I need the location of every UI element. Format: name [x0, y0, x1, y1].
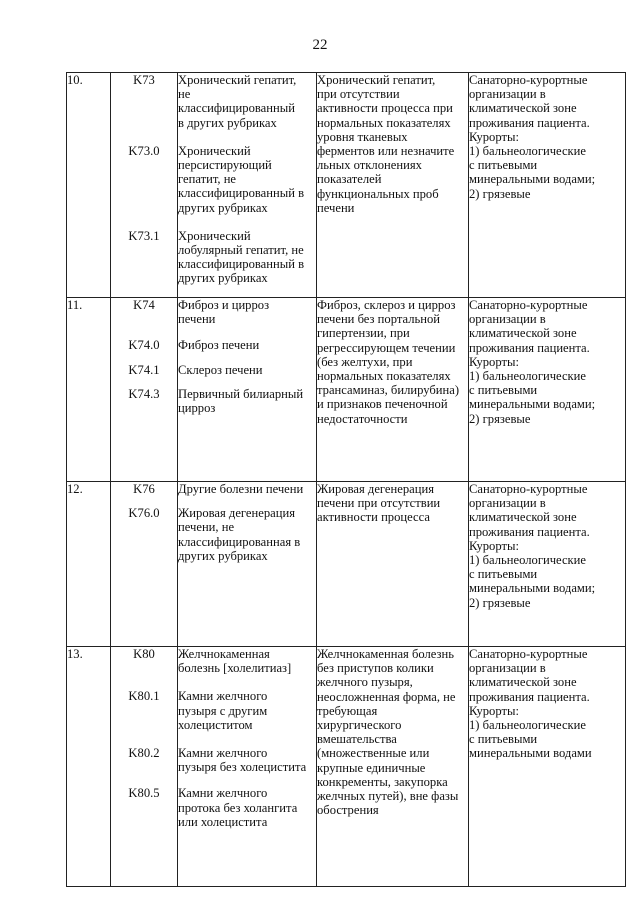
treatment-line: Санаторно-курортные [469, 298, 588, 312]
diagnosis-name-line: Фиброз печени [178, 338, 260, 353]
diagnosis-name [178, 363, 316, 377]
treatment-cell [469, 73, 626, 298]
diagnosis-name-line: цирроз [178, 401, 216, 416]
icd-code [111, 506, 177, 563]
diagnosis-name-line: Фиброз и цирроз [178, 298, 270, 312]
icd-code [111, 689, 177, 732]
treatment-line: климатической зоне [469, 326, 577, 341]
patient-state-cell [317, 647, 469, 887]
diagnosis-name-line: или холецистита [178, 814, 268, 829]
patient-state-line: уровня тканевых [317, 129, 408, 144]
treatment-line: 1) бальнеологические [469, 369, 586, 384]
diagnosis-name-line: печени [178, 312, 216, 327]
diagnosis-name [178, 689, 316, 732]
patient-state-line: желчных путей), вне фазы [317, 789, 459, 804]
diagnosis-name-line: персистирующий [178, 158, 272, 173]
icd-code-cell [111, 482, 178, 647]
treatment-line: минеральными водами [469, 746, 592, 761]
treatment-line: с питьевыми [469, 567, 538, 582]
patient-state-line: недостаточности [317, 411, 408, 426]
treatment-line: Санаторно-курортные [469, 647, 588, 661]
patient-state-line: печени при отсутствии [317, 496, 441, 511]
patient-state-line: Фиброз, склероз и цирроз [317, 298, 456, 312]
treatment-line: с питьевыми [469, 158, 538, 173]
icd-code [111, 338, 177, 352]
treatment-line: 2) грязевые [469, 595, 531, 610]
icd-code-cell [111, 298, 178, 482]
icd-code-text: K74.0 [128, 338, 160, 353]
patient-state-line: хирургического [317, 718, 402, 733]
icd-code [111, 73, 177, 130]
icd-code [111, 746, 177, 774]
patient-state-line: неосложненная форма, не [317, 689, 456, 704]
icd-code-text: K73.1 [128, 228, 160, 243]
treatment-line: 1) бальнеологические [469, 718, 586, 733]
icd-code [111, 647, 177, 675]
icd-code-text: K74 [133, 298, 155, 312]
diagnosis-name-line: пузыря с другим [178, 703, 268, 718]
patient-state-line: трансаминаз, билирубина) [317, 383, 460, 398]
patient-state-line: печени без портальной [317, 312, 441, 327]
treatment-line: Курорты: [469, 703, 519, 718]
icd-code-text: K76.0 [128, 506, 160, 521]
treatment-line: климатической зоне [469, 510, 577, 525]
diagnosis-name-line: других рубриках [178, 271, 268, 286]
treatment-line: 2) грязевые [469, 411, 531, 426]
diagnosis-name-line: болезнь [холелитиаз] [178, 661, 292, 676]
treatment-line: минеральными водами; [469, 172, 596, 187]
patient-state-line: требующая [317, 703, 378, 718]
diagnosis-name [178, 387, 316, 415]
diagnosis-name-line: Желчнокаменная [178, 647, 270, 661]
icd-code-text: K80.1 [128, 689, 160, 704]
treatment-cell [469, 298, 626, 482]
treatment-line: климатической зоне [469, 101, 577, 116]
diagnosis-name-line: гепатит, не [178, 172, 237, 187]
diagnosis-name-line: лобулярный гепатит, не [178, 243, 304, 258]
icd-code-text: K80.2 [128, 745, 160, 760]
patient-state-line: льных отклонениях [317, 158, 422, 173]
row-number: 13. [67, 647, 111, 887]
table-row [67, 647, 626, 887]
patient-state-line: (множественные или [317, 746, 430, 761]
patient-state-line: ферментов или незначите [317, 144, 455, 159]
patient-state-line: регрессирующем течении [317, 340, 456, 355]
patient-state-line: гипертензии, при [317, 326, 410, 341]
patient-state-line: функциональных проб [317, 186, 439, 201]
treatment-line: климатической зоне [469, 675, 577, 690]
patient-state-line: и признаков печеночной [317, 397, 448, 412]
treatment-line: 1) бальнеологические [469, 553, 586, 568]
treatment-line: с питьевыми [469, 383, 538, 398]
diagnosis-name-line: других рубриках [178, 200, 268, 215]
diagnosis-name-line: классифицированный в [178, 186, 305, 201]
diagnosis-name-line: Хронический гепатит, [178, 73, 297, 87]
patient-state-line: Желчнокаменная болезнь [317, 647, 454, 661]
diagnosis-name-line: Хронический [178, 228, 251, 243]
patient-state-line: крупные единичные [317, 760, 426, 775]
patient-state-line: активности процесса при [317, 101, 453, 116]
icd-code [111, 387, 177, 415]
diagnosis-name-line: классифицированный [178, 101, 295, 116]
patient-state-line: обострения [317, 803, 379, 818]
patient-state-line: показателей [317, 172, 382, 187]
icd-code-text: K80 [133, 647, 155, 661]
treatment-line: 2) грязевые [469, 186, 531, 201]
diagnosis-name-line: Первичный билиарный [178, 386, 304, 401]
diagnosis-name-line: Жировая дегенерация [178, 506, 296, 521]
icd-code [111, 298, 177, 326]
patient-state-line: без приступов колики [317, 661, 434, 676]
patient-state-line: нормальных показателях [317, 115, 451, 130]
diagnosis-name-line: в других рубриках [178, 115, 277, 130]
icd-code-text: K76 [133, 482, 155, 496]
icd-code [111, 229, 177, 286]
diagnosis-name-line: Камни желчного [178, 746, 268, 761]
treatment-line: Санаторно-курортные [469, 73, 588, 87]
table-row [67, 298, 626, 482]
treatment-line: Санаторно-курортные [469, 482, 588, 496]
diagnosis-name [178, 338, 316, 352]
treatment-line: организации в [469, 312, 546, 327]
diagnosis-name-line: печени, не [178, 520, 235, 535]
treatment-line: организации в [469, 661, 546, 676]
patient-state-line: активности процесса [317, 510, 430, 525]
patient-state-line: Жировая дегенерация [317, 482, 435, 496]
patient-state-line: конкременты, закупорка [317, 774, 448, 789]
icd-code [111, 144, 177, 215]
patient-state-cell [317, 73, 469, 298]
treatment-line: 1) бальнеологические [469, 144, 586, 159]
icd-code-text: K74.1 [128, 362, 160, 377]
diagnosis-name-line: классифицированный в [178, 257, 305, 272]
diagnosis-name-line: Камни желчного [178, 786, 268, 801]
treatment-line: организации в [469, 496, 546, 511]
icd-code-cell [111, 647, 178, 887]
diagnosis-name-line: холециститом [178, 717, 253, 732]
treatment-line: Курорты: [469, 354, 519, 369]
icd-code-text: K73 [133, 73, 155, 87]
diagnosis-name-line: протока без холангита [178, 800, 298, 815]
diagnosis-name [178, 647, 316, 675]
page-number: 22 [312, 37, 328, 53]
table-row [67, 73, 626, 298]
patient-state-line: вмешательства [317, 732, 397, 747]
icd-code-text: K73.0 [128, 143, 160, 158]
diagnosis-name-line: классифицированная в [178, 534, 301, 549]
patient-state-line: печени [317, 200, 355, 215]
patient-state-line: желчного пузыря, [317, 675, 413, 690]
icd-code-text: K80.5 [128, 786, 160, 801]
treatment-line: проживания пациента. [469, 689, 590, 704]
diagnosis-name-cell [178, 73, 317, 298]
treatment-line: проживания пациента. [469, 340, 590, 355]
diagnosis-name-cell [178, 647, 317, 887]
diagnosis-name [178, 482, 316, 496]
diagnosis-name [178, 298, 316, 326]
patient-state-line: Хронический гепатит, [317, 73, 436, 87]
table-row [67, 482, 626, 647]
diagnosis-name-line: пузыря без холецистита [178, 760, 307, 775]
patient-state-line: нормальных показателях [317, 369, 451, 384]
treatment-cell [469, 482, 626, 647]
diagnosis-name-line: Хронический [178, 143, 251, 158]
diagnosis-name-line: Другие болезни печени [178, 482, 304, 496]
icd-code [111, 482, 177, 496]
diagnosis-name-line: других рубриках [178, 548, 268, 563]
recommendations-table [66, 72, 626, 887]
diagnosis-name [178, 73, 316, 130]
patient-state-line: (без желтухи, при [317, 354, 413, 369]
treatment-line: проживания пациента. [469, 524, 590, 539]
patient-state-line: при отсутствии [317, 87, 400, 102]
icd-code-cell [111, 73, 178, 298]
diagnosis-name-cell [178, 298, 317, 482]
patient-state-cell [317, 482, 469, 647]
treatment-cell [469, 647, 626, 887]
diagnosis-name [178, 229, 316, 286]
treatment-line: проживания пациента. [469, 115, 590, 130]
diagnosis-name [178, 506, 316, 563]
diagnosis-name [178, 746, 316, 774]
diagnosis-name [178, 786, 316, 829]
treatment-line: с питьевыми [469, 732, 538, 747]
treatment-line: Курорты: [469, 538, 519, 553]
row-number: 10. [67, 73, 111, 298]
diagnosis-name-line: не [178, 87, 191, 102]
treatment-line: минеральными водами; [469, 581, 596, 596]
diagnosis-name-cell [178, 482, 317, 647]
treatment-line: минеральными водами; [469, 397, 596, 412]
treatment-line: Курорты: [469, 129, 519, 144]
icd-code [111, 363, 177, 377]
diagnosis-name-line: Склероз печени [178, 362, 263, 377]
icd-code [111, 786, 177, 829]
diagnosis-name-line: Камни желчного [178, 689, 268, 704]
row-number: 12. [67, 482, 111, 647]
patient-state-cell [317, 298, 469, 482]
row-number: 11. [67, 298, 111, 482]
icd-code-text: K74.3 [128, 386, 160, 401]
diagnosis-name [178, 144, 316, 215]
treatment-line: организации в [469, 87, 546, 102]
